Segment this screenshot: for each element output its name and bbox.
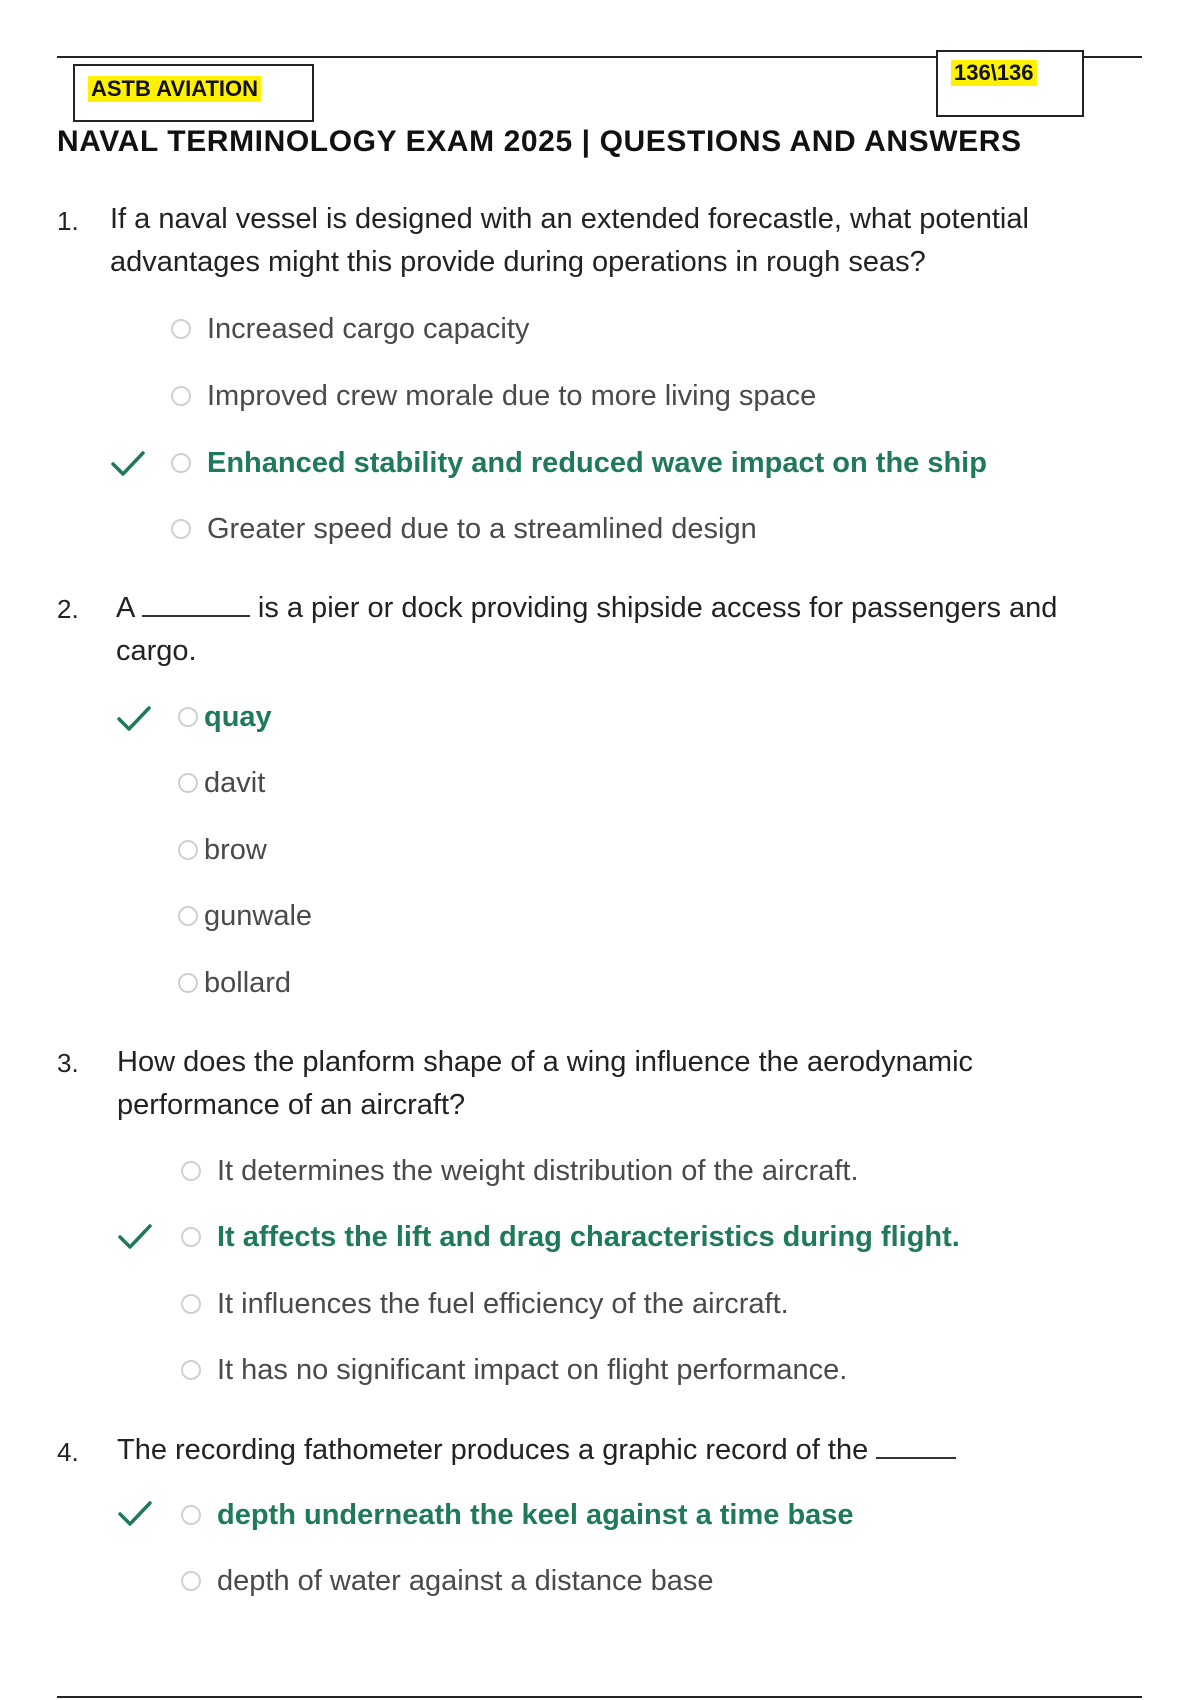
question-number: 2. (57, 594, 79, 624)
exam-label-box (73, 64, 314, 122)
answer-option[interactable] (181, 1151, 859, 1191)
radio-circle-icon[interactable] (181, 1571, 201, 1591)
option-text: Increased cargo capacity (207, 312, 530, 345)
option-text: brow (204, 833, 267, 866)
radio-circle-icon[interactable] (181, 1161, 201, 1181)
check-icon (110, 450, 146, 478)
option-text: depth underneath the keel against a time base (217, 1498, 854, 1531)
option-text: Improved crew morale due to more living space (207, 379, 817, 412)
question-text-end: is a pier or dock providing shipside access for passengers and cargo. (116, 592, 1058, 667)
option-text: It has no significant impact on flight performance. (217, 1353, 848, 1386)
answer-option-correct[interactable] (171, 443, 987, 483)
option-text: bollard (204, 966, 292, 999)
radio-circle-icon[interactable] (181, 1360, 201, 1380)
radio-circle-icon[interactable] (171, 319, 191, 339)
radio-circle-icon[interactable] (171, 386, 191, 406)
page-counter-box (936, 50, 1084, 117)
radio-circle-icon[interactable] (181, 1505, 201, 1525)
bottom-rule (57, 1696, 1142, 1698)
radio-circle-icon[interactable] (181, 1294, 201, 1314)
option-text: It affects the lift and drag characteristics during flight. (217, 1220, 960, 1253)
radio-circle-icon[interactable] (178, 906, 198, 926)
radio-circle-icon[interactable] (178, 973, 198, 993)
radio-circle-icon[interactable] (178, 707, 198, 727)
option-text: depth of water against a distance base (217, 1564, 714, 1597)
radio-circle-icon[interactable] (171, 453, 191, 473)
check-icon (117, 1500, 153, 1528)
radio-circle-icon[interactable] (178, 840, 198, 860)
answer-option[interactable] (178, 963, 291, 1003)
answer-option-correct[interactable] (178, 697, 272, 737)
answer-option[interactable] (181, 1350, 847, 1390)
option-text: It influences the fuel efficiency of the aircraft. (217, 1287, 789, 1320)
check-icon (116, 705, 152, 733)
answer-option[interactable] (178, 763, 265, 803)
answer-option-correct[interactable] (181, 1217, 960, 1257)
answer-option[interactable] (178, 896, 312, 936)
answer-option[interactable] (171, 376, 816, 416)
question-number: 3. (57, 1048, 79, 1078)
question-number: 4. (57, 1437, 79, 1467)
exam-label: ASTB AVIATION (88, 76, 261, 102)
option-text: quay (204, 700, 272, 733)
answer-blank (876, 1435, 956, 1459)
option-text: Enhanced stability and reduced wave impact on the ship (207, 446, 987, 479)
answer-option[interactable] (171, 509, 757, 549)
answer-option[interactable] (178, 830, 267, 870)
document-title: NAVAL TERMINOLOGY EXAM 2025 | QUESTIONS AND ANSWERS (57, 125, 1022, 158)
option-text: davit (204, 766, 266, 799)
option-text: It determines the weight distribution of the aircraft. (217, 1154, 859, 1187)
question-text-start: A (116, 592, 134, 624)
answer-option-correct[interactable] (181, 1495, 854, 1535)
question-text: If a naval vessel is designed with an extended forecastle, what potential advantages might this provide during operations in rough seas? (110, 203, 1029, 278)
question-number: 1. (57, 206, 79, 236)
radio-circle-icon[interactable] (181, 1227, 201, 1247)
question-text (116, 587, 1076, 673)
option-text: Greater speed due to a streamlined design (207, 512, 757, 545)
option-text: gunwale (204, 899, 313, 932)
answer-option[interactable] (181, 1284, 789, 1324)
answer-blank (142, 593, 250, 617)
question-text: How does the planform shape of a wing influence the aerodynamic performance of an aircraft? (117, 1046, 974, 1121)
check-icon (117, 1223, 153, 1251)
answer-option[interactable] (181, 1561, 714, 1601)
question-text (117, 1429, 1117, 1472)
radio-circle-icon[interactable] (178, 773, 198, 793)
answer-option[interactable] (171, 309, 529, 349)
question-text-start: The recording fathometer produces a graphic record of the (117, 1434, 869, 1466)
radio-circle-icon[interactable] (171, 519, 191, 539)
page-counter: 136\136 (951, 60, 1037, 86)
